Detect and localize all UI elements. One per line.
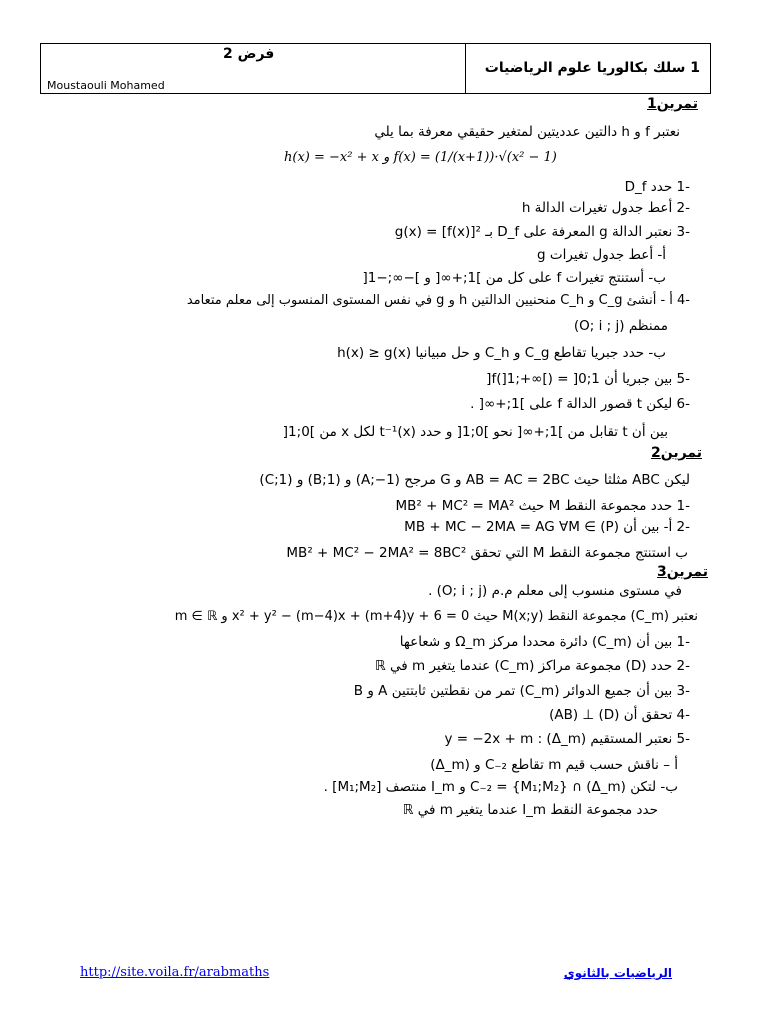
ex1-q6: -6 ليكن t قصور الدالة f على ]1;+∞[ . [470, 396, 690, 412]
ex3-q5b-cont: حدد مجموعة النقط I_m عندما يتغير m في ℝ [402, 802, 658, 818]
ex2-q1: -1 حدد مجموعة النقط M حيث MB² + MC² = MA² [395, 498, 690, 514]
class-level: 1 سلك بكالوريا علوم الرياضيات [484, 60, 700, 76]
ex3-q2: -2 حدد (D) مجموعة مراكز (C_m) عندما يتغير m في ℝ [375, 658, 690, 674]
ex3-q5: -5 نعتبر المستقيم (Δ_m) : y = −2x + m [444, 731, 690, 747]
ex1-q1: -1 حدد D_f [624, 179, 690, 195]
ex3-q1: -1 بين أن (C_m) دائرة محددا مركز Ω_m و شعاعها [399, 634, 690, 650]
exam-title: فرض 2 [223, 46, 275, 62]
ex1-intro: نعتبر f و h دالتين عدديتين لمتغير حقيقي معرفة بما يلي [374, 124, 680, 140]
ex1-q5: -5 بين جبريا أن f(]1;+∞[) = ]0;1[ [486, 371, 690, 387]
footer-site-name[interactable]: الرياضيات بالثانوي [563, 966, 672, 980]
ex2-intro: ليكن ABC مثلثا حيث AB = AC = 2BC و G مرجح (A;−1) و (B;1) و (C;1) [259, 472, 690, 488]
ex1-q3: -3 نعتبر الدالة g المعرفة على D_f بـ g(x) = [f(x)]² [394, 224, 690, 240]
header-divider [465, 44, 466, 93]
ex1-q3a: أ- أعط جدول تغيرات g [537, 247, 666, 263]
header-box [40, 43, 711, 94]
author-name: Moustaouli Mohamed [47, 79, 165, 92]
ex3-q3: -3 بين أن جميع الدوائر (C_m) تمر من نقطتين ثابتتين A و B [353, 683, 690, 699]
ex3-intro: في مستوى منسوب إلى معلم م.م (O; i ; j) . [428, 583, 682, 599]
ex1-q6-cont: بين أن t تقابل من ]1;+∞[ نحو ]0;1[ و حدد t⁻¹(x) لكل x من ]0;1[ [282, 424, 668, 440]
exercise-2-title: تمرين2 [651, 445, 702, 461]
ex3-q5a: أ – ناقش حسب قيم m تقاطع C₋₂ و (Δ_m) [430, 757, 678, 773]
ex1-q4-cont: ممنظم (O; i ; j) [573, 318, 668, 334]
exercise-1-title: تمرين1 [647, 96, 698, 112]
ex3-definition: نعتبر (C_m) مجموعة النقط M(x;y) حيث x² + y² − (m−4)x + (m+4)y + 6 = 0 و m ∈ ℝ [174, 609, 698, 624]
ex2-q2b: ب استنتج مجموعة النقط M التي تحقق MB² + MC² − 2MA² = 8BC² [286, 545, 688, 561]
exercise-3-title: تمرين3 [657, 564, 708, 580]
ex1-q4b: ب- حدد جبريا تقاطع C_g و C_h و حل مبيانيا h(x) ≥ g(x) [337, 345, 666, 361]
ex2-q2: -2 أ- بين أن MB + MC − 2MA = AG ∀M ∈ (P) [404, 519, 690, 535]
ex1-q4: -4 أ - أنشئ C_g و C_h منحنيين الدالتين h و g في نفس المستوى المنسوب إلى معلم متعامد [186, 293, 690, 308]
ex1-q2: -2 أعط جدول تغيرات الدالة h [521, 200, 690, 216]
footer-link[interactable]: http://site.voila.fr/arabmaths [80, 965, 270, 980]
ex3-q5b: ب- لتكن (Δ_m) ∩ C₋₂ = {M₁;M₂} و I_m منتصف [M₁;M₂] . [323, 779, 678, 795]
ex3-q4: -4 تحقق أن (D) ⊥ (AB) [549, 707, 690, 723]
ex1-q3b: ب- أستنتج تغيرات f على كل من ]1;+∞[ و ]−∞;−1[ [362, 270, 666, 286]
ex1-definitions: h(x) = −x² + x و f(x) = (1/(x+1))·√(x² − 1) [284, 150, 557, 165]
